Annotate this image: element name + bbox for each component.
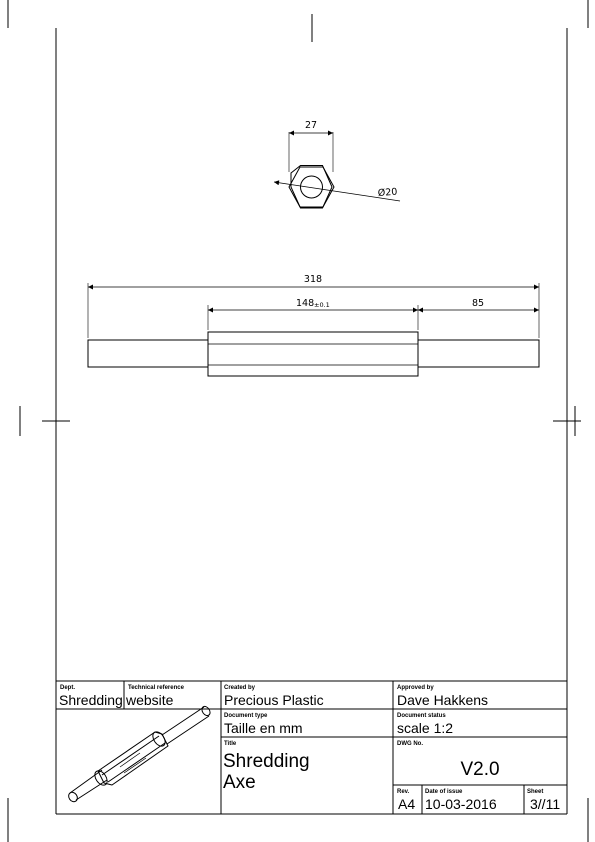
- middle-tolerance-label: ±0.1: [314, 301, 330, 309]
- sheet-label: Sheet: [527, 789, 544, 795]
- axle-isometric-thumbnail: [67, 705, 212, 803]
- axle-side-view: [88, 283, 539, 376]
- axle-left-shaft: [88, 340, 208, 367]
- hex-end-view: [274, 120, 400, 208]
- title-label: Title: [224, 741, 237, 747]
- middle-length-label: 148: [296, 298, 315, 309]
- rev-value: A4: [398, 796, 416, 812]
- created-value: Precious Plastic: [224, 692, 324, 708]
- doctype-value: Taille en mm: [224, 720, 303, 736]
- hex-bore: [301, 176, 323, 198]
- hex-diameter-label: Ø20: [377, 186, 398, 199]
- dept-value: Shredding: [59, 692, 123, 708]
- approved-value: Dave Hakkens: [397, 692, 489, 708]
- hex-width-label: 27: [304, 120, 318, 131]
- axle-hex-body: [208, 332, 418, 376]
- right-length-label: 85: [471, 298, 485, 309]
- techref-label: Technical reference: [128, 685, 184, 691]
- docstatus-label: Document status: [397, 713, 446, 719]
- docstatus-value: scale 1:2: [397, 720, 454, 736]
- dept-label: Dept.: [60, 685, 75, 691]
- title-line-1: Shredding: [223, 751, 310, 772]
- sheet-value: 3//11: [530, 796, 561, 812]
- dwg-label: DWG No.: [397, 741, 423, 747]
- rev-label: Rev.: [397, 789, 410, 795]
- crop-marks: [8, 0, 588, 842]
- approved-label: Approved by: [397, 685, 434, 691]
- date-value: 10-03-2016: [425, 796, 497, 812]
- overall-length-label: 318: [303, 274, 323, 285]
- dwg-value: V2.0: [460, 759, 500, 780]
- doctype-label: Document type: [224, 713, 268, 719]
- axle-right-shaft: [418, 340, 539, 367]
- techref-value: website: [126, 692, 174, 708]
- title-line-2: Axe: [223, 772, 256, 793]
- date-label: Date of issue: [425, 789, 463, 795]
- created-label: Created by: [224, 685, 256, 691]
